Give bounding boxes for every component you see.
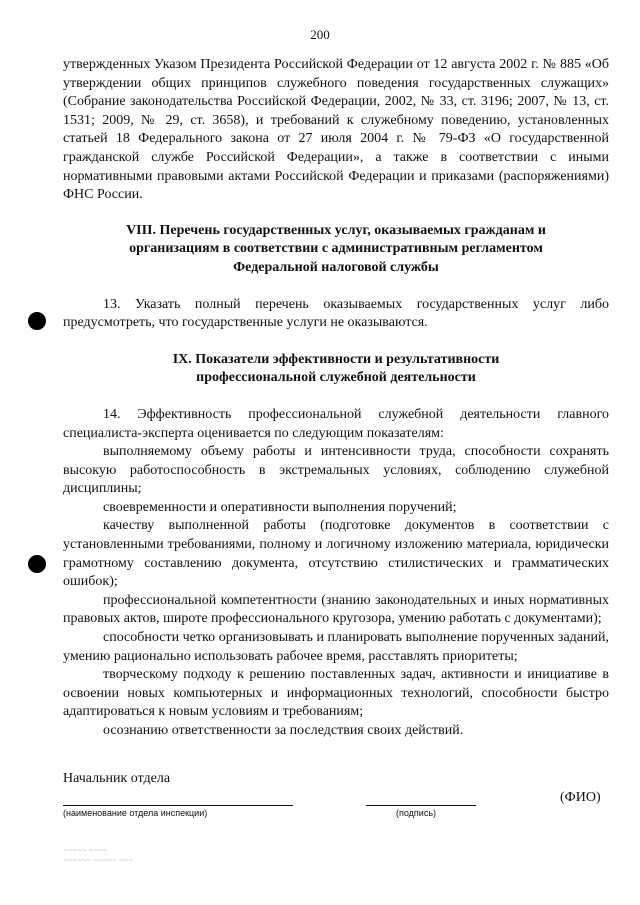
punch-hole-top (28, 312, 46, 330)
criteria-paragraph: творческому подходу к решению поставленных задач, активности и инициативе в освоении новых компьютерных и информационных технологий, способности быстро адаптироваться к новым условиям и требованиям; (63, 667, 609, 720)
criteria-paragraph: осознанию ответственности за последствия своих действий. (103, 723, 464, 738)
section-9-heading: IX. Показатели эффективности и результативности профессиональной служебной деятельности (172, 351, 500, 386)
fio-label: (ФИО) (560, 790, 601, 805)
document-body (63, 56, 609, 741)
signature-line (366, 805, 476, 806)
section-8-heading: VIII. Перечень государственных услуг, оказываемых гражданам и организациям в соответствии с административным регламентом Федеральной налоговой службы (126, 222, 546, 275)
faded-stamp: ~~~~~ ~~~~ ~~~~~~ ~~~~~ ~~~ (63, 846, 133, 865)
section-8-paragraph: 13. Указать полный перечень оказываемых государственных услуг либо предусмотреть, что государственные услуги не оказываются. (63, 296, 609, 331)
intro-paragraph: утвержденных Указом Президента Российской Федерации от 12 августа 2002 г. № 885 «Об утверждении общих принципов служебного поведения государственных служащих» (Собрание законодательства Российской Федерации, 2002, № 33, ст. 3196; 2007, № 13, ст. 1531; 2009, № 29, ст. 3658), и требований к служебному поведению, установленных статьей 18 Федерального закона от 27 июля 2004 г. № 79-ФЗ «О государственной гражданской службе Российской Федерации», а также в соответствии с иными нормативными правовыми актами Российской Федерации и приказами (распоряжениями) ФНС России. (63, 57, 609, 203)
signature-title: Начальник отдела (63, 771, 171, 786)
punch-hole-bottom (28, 555, 46, 573)
signature-caption: (подпись) (396, 808, 437, 818)
criteria-paragraph: способности четко организовывать и планировать выполнение порученных заданий, умению рационально использовать рабочее время, расставлять приоритеты; (63, 630, 609, 664)
page-number: 200 (310, 27, 330, 42)
department-line (63, 805, 293, 806)
criteria-paragraph: профессиональной компетентности (знанию законодательных и иных нормативных правовых актов, широте профессионального кругозора, умению работать с документами); (63, 592, 609, 627)
criteria-paragraph: качеству выполненной работы (подготовке документов в соответствии с установленными требованиями, полному и логичному изложению материала, юридически грамотному составлению документа, отсутствию стилистических и грамматических ошибок); (63, 518, 609, 590)
criteria-paragraph: своевременности и оперативности выполнения поручений; (103, 499, 457, 515)
criteria-paragraph: 14. Эффективность профессиональной служебной деятельности главного специалиста-эксперта оценивается по следующим показателям: (63, 406, 609, 441)
department-caption: (наименование отдела инспекции) (63, 808, 208, 818)
criteria-paragraph: выполняемому объему работы и интенсивности труда, способности сохранять высокую работоспособность в экстремальных условиях, соблюдению служебной дисциплины; (63, 444, 609, 497)
